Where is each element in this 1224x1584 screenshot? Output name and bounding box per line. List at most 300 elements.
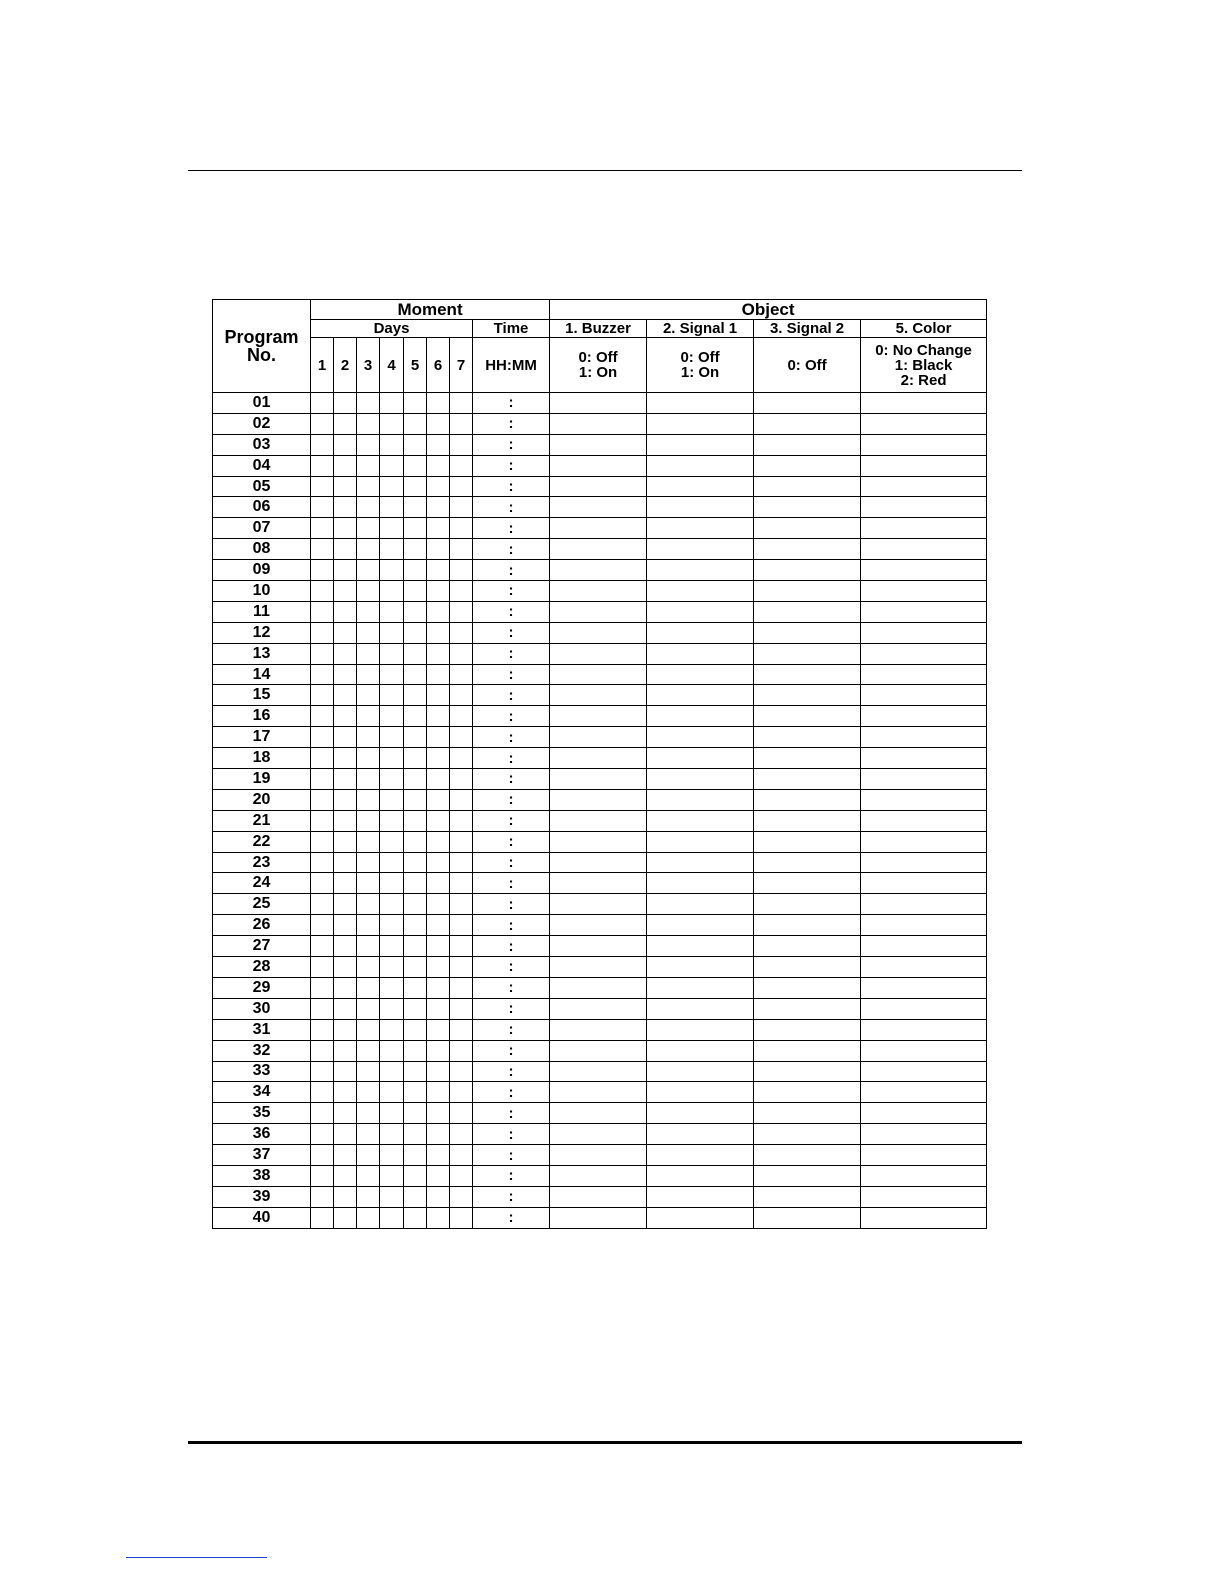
time-cell[interactable]: : — [473, 497, 550, 518]
day-cell[interactable] — [450, 706, 473, 727]
day-cell[interactable] — [450, 977, 473, 998]
day-cell[interactable] — [311, 581, 334, 602]
signal1-cell[interactable] — [647, 936, 754, 957]
time-cell[interactable]: : — [473, 1019, 550, 1040]
day-cell[interactable] — [334, 393, 357, 414]
day-cell[interactable] — [404, 915, 427, 936]
day-cell[interactable] — [404, 727, 427, 748]
day-cell[interactable] — [380, 915, 404, 936]
time-cell[interactable]: : — [473, 977, 550, 998]
day-cell[interactable] — [380, 539, 404, 560]
day-cell[interactable] — [380, 748, 404, 769]
day-cell[interactable] — [450, 957, 473, 978]
day-cell[interactable] — [427, 977, 450, 998]
signal2-cell[interactable] — [754, 1124, 861, 1145]
day-cell[interactable] — [404, 643, 427, 664]
day-cell[interactable] — [450, 894, 473, 915]
signal1-cell[interactable] — [647, 1103, 754, 1124]
time-cell[interactable]: : — [473, 769, 550, 790]
day-cell[interactable] — [380, 1186, 404, 1207]
day-cell[interactable] — [404, 1040, 427, 1061]
signal1-cell[interactable] — [647, 685, 754, 706]
day-cell[interactable] — [380, 769, 404, 790]
day-cell[interactable] — [380, 1040, 404, 1061]
day-cell[interactable] — [380, 977, 404, 998]
day-cell[interactable] — [450, 1165, 473, 1186]
time-cell[interactable]: : — [473, 1124, 550, 1145]
day-cell[interactable] — [380, 727, 404, 748]
day-cell[interactable] — [427, 560, 450, 581]
time-cell[interactable]: : — [473, 664, 550, 685]
signal1-cell[interactable] — [647, 957, 754, 978]
time-cell[interactable]: : — [473, 434, 550, 455]
day-cell[interactable] — [404, 497, 427, 518]
day-cell[interactable] — [311, 643, 334, 664]
day-cell[interactable] — [357, 748, 380, 769]
day-cell[interactable] — [311, 539, 334, 560]
day-cell[interactable] — [357, 789, 380, 810]
buzzer-cell[interactable] — [550, 643, 647, 664]
signal1-cell[interactable] — [647, 915, 754, 936]
day-cell[interactable] — [450, 560, 473, 581]
signal1-cell[interactable] — [647, 998, 754, 1019]
color-cell[interactable] — [861, 601, 987, 622]
time-cell[interactable]: : — [473, 873, 550, 894]
day-cell[interactable] — [450, 1186, 473, 1207]
buzzer-cell[interactable] — [550, 1082, 647, 1103]
day-cell[interactable] — [380, 1082, 404, 1103]
day-cell[interactable] — [334, 539, 357, 560]
signal1-cell[interactable] — [647, 664, 754, 685]
color-cell[interactable] — [861, 831, 987, 852]
day-cell[interactable] — [450, 810, 473, 831]
buzzer-cell[interactable] — [550, 393, 647, 414]
color-cell[interactable] — [861, 1145, 987, 1166]
signal2-cell[interactable] — [754, 664, 861, 685]
day-cell[interactable] — [357, 413, 380, 434]
time-cell[interactable]: : — [473, 957, 550, 978]
time-cell[interactable]: : — [473, 894, 550, 915]
color-cell[interactable] — [861, 894, 987, 915]
buzzer-cell[interactable] — [550, 748, 647, 769]
day-cell[interactable] — [450, 643, 473, 664]
buzzer-cell[interactable] — [550, 539, 647, 560]
buzzer-cell[interactable] — [550, 894, 647, 915]
day-cell[interactable] — [334, 476, 357, 497]
signal1-cell[interactable] — [647, 476, 754, 497]
signal2-cell[interactable] — [754, 1040, 861, 1061]
day-cell[interactable] — [427, 622, 450, 643]
signal2-cell[interactable] — [754, 1061, 861, 1082]
day-cell[interactable] — [380, 581, 404, 602]
day-cell[interactable] — [334, 957, 357, 978]
day-cell[interactable] — [311, 810, 334, 831]
day-cell[interactable] — [311, 852, 334, 873]
day-cell[interactable] — [427, 915, 450, 936]
time-cell[interactable]: : — [473, 1165, 550, 1186]
signal1-cell[interactable] — [647, 789, 754, 810]
day-cell[interactable] — [404, 539, 427, 560]
signal2-cell[interactable] — [754, 769, 861, 790]
signal2-cell[interactable] — [754, 581, 861, 602]
day-cell[interactable] — [427, 685, 450, 706]
day-cell[interactable] — [334, 936, 357, 957]
day-cell[interactable] — [380, 894, 404, 915]
buzzer-cell[interactable] — [550, 413, 647, 434]
day-cell[interactable] — [357, 727, 380, 748]
day-cell[interactable] — [404, 769, 427, 790]
signal2-cell[interactable] — [754, 476, 861, 497]
color-cell[interactable] — [861, 518, 987, 539]
signal2-cell[interactable] — [754, 1186, 861, 1207]
buzzer-cell[interactable] — [550, 518, 647, 539]
day-cell[interactable] — [427, 518, 450, 539]
day-cell[interactable] — [450, 1207, 473, 1228]
day-cell[interactable] — [334, 1145, 357, 1166]
color-cell[interactable] — [861, 915, 987, 936]
buzzer-cell[interactable] — [550, 1165, 647, 1186]
day-cell[interactable] — [334, 497, 357, 518]
day-cell[interactable] — [357, 1040, 380, 1061]
day-cell[interactable] — [357, 539, 380, 560]
day-cell[interactable] — [380, 664, 404, 685]
day-cell[interactable] — [427, 601, 450, 622]
day-cell[interactable] — [311, 685, 334, 706]
signal1-cell[interactable] — [647, 1082, 754, 1103]
day-cell[interactable] — [404, 601, 427, 622]
day-cell[interactable] — [357, 622, 380, 643]
signal2-cell[interactable] — [754, 789, 861, 810]
day-cell[interactable] — [380, 434, 404, 455]
signal2-cell[interactable] — [754, 873, 861, 894]
time-cell[interactable]: : — [473, 455, 550, 476]
day-cell[interactable] — [311, 497, 334, 518]
day-cell[interactable] — [380, 393, 404, 414]
day-cell[interactable] — [311, 476, 334, 497]
signal1-cell[interactable] — [647, 581, 754, 602]
day-cell[interactable] — [450, 936, 473, 957]
signal1-cell[interactable] — [647, 977, 754, 998]
day-cell[interactable] — [311, 727, 334, 748]
day-cell[interactable] — [450, 413, 473, 434]
buzzer-cell[interactable] — [550, 1061, 647, 1082]
time-cell[interactable]: : — [473, 393, 550, 414]
buzzer-cell[interactable] — [550, 810, 647, 831]
day-cell[interactable] — [311, 894, 334, 915]
day-cell[interactable] — [404, 1186, 427, 1207]
signal1-cell[interactable] — [647, 601, 754, 622]
day-cell[interactable] — [357, 455, 380, 476]
time-cell[interactable]: : — [473, 1082, 550, 1103]
day-cell[interactable] — [334, 915, 357, 936]
day-cell[interactable] — [404, 434, 427, 455]
day-cell[interactable] — [334, 643, 357, 664]
day-cell[interactable] — [334, 873, 357, 894]
day-cell[interactable] — [357, 476, 380, 497]
buzzer-cell[interactable] — [550, 1040, 647, 1061]
day-cell[interactable] — [380, 455, 404, 476]
day-cell[interactable] — [404, 518, 427, 539]
day-cell[interactable] — [450, 789, 473, 810]
day-cell[interactable] — [404, 476, 427, 497]
color-cell[interactable] — [861, 1019, 987, 1040]
day-cell[interactable] — [334, 1165, 357, 1186]
buzzer-cell[interactable] — [550, 1186, 647, 1207]
day-cell[interactable] — [427, 957, 450, 978]
day-cell[interactable] — [427, 497, 450, 518]
signal2-cell[interactable] — [754, 1165, 861, 1186]
day-cell[interactable] — [334, 977, 357, 998]
day-cell[interactable] — [404, 1124, 427, 1145]
color-cell[interactable] — [861, 977, 987, 998]
day-cell[interactable] — [380, 518, 404, 539]
day-cell[interactable] — [450, 434, 473, 455]
signal2-cell[interactable] — [754, 601, 861, 622]
day-cell[interactable] — [450, 518, 473, 539]
day-cell[interactable] — [357, 560, 380, 581]
color-cell[interactable] — [861, 393, 987, 414]
signal2-cell[interactable] — [754, 393, 861, 414]
signal2-cell[interactable] — [754, 560, 861, 581]
day-cell[interactable] — [380, 1019, 404, 1040]
day-cell[interactable] — [334, 998, 357, 1019]
signal1-cell[interactable] — [647, 1207, 754, 1228]
day-cell[interactable] — [427, 998, 450, 1019]
day-cell[interactable] — [357, 1165, 380, 1186]
day-cell[interactable] — [427, 1061, 450, 1082]
time-cell[interactable]: : — [473, 539, 550, 560]
day-cell[interactable] — [334, 560, 357, 581]
day-cell[interactable] — [357, 769, 380, 790]
day-cell[interactable] — [357, 1103, 380, 1124]
day-cell[interactable] — [311, 1040, 334, 1061]
signal1-cell[interactable] — [647, 497, 754, 518]
day-cell[interactable] — [311, 915, 334, 936]
day-cell[interactable] — [427, 1082, 450, 1103]
signal2-cell[interactable] — [754, 1145, 861, 1166]
time-cell[interactable]: : — [473, 852, 550, 873]
day-cell[interactable] — [311, 831, 334, 852]
day-cell[interactable] — [311, 1207, 334, 1228]
buzzer-cell[interactable] — [550, 1124, 647, 1145]
time-cell[interactable]: : — [473, 789, 550, 810]
signal2-cell[interactable] — [754, 685, 861, 706]
signal1-cell[interactable] — [647, 622, 754, 643]
day-cell[interactable] — [427, 831, 450, 852]
color-cell[interactable] — [861, 1082, 987, 1103]
day-cell[interactable] — [427, 748, 450, 769]
color-cell[interactable] — [861, 998, 987, 1019]
signal2-cell[interactable] — [754, 1207, 861, 1228]
time-cell[interactable]: : — [473, 643, 550, 664]
day-cell[interactable] — [427, 643, 450, 664]
day-cell[interactable] — [450, 685, 473, 706]
day-cell[interactable] — [450, 1019, 473, 1040]
color-cell[interactable] — [861, 936, 987, 957]
day-cell[interactable] — [427, 1103, 450, 1124]
day-cell[interactable] — [311, 998, 334, 1019]
signal2-cell[interactable] — [754, 706, 861, 727]
day-cell[interactable] — [380, 476, 404, 497]
signal2-cell[interactable] — [754, 622, 861, 643]
day-cell[interactable] — [380, 622, 404, 643]
signal2-cell[interactable] — [754, 810, 861, 831]
day-cell[interactable] — [357, 915, 380, 936]
day-cell[interactable] — [357, 434, 380, 455]
day-cell[interactable] — [357, 643, 380, 664]
day-cell[interactable] — [357, 936, 380, 957]
color-cell[interactable] — [861, 413, 987, 434]
day-cell[interactable] — [404, 852, 427, 873]
day-cell[interactable] — [334, 1061, 357, 1082]
time-cell[interactable]: : — [473, 1145, 550, 1166]
day-cell[interactable] — [404, 831, 427, 852]
signal2-cell[interactable] — [754, 1103, 861, 1124]
day-cell[interactable] — [357, 873, 380, 894]
time-cell[interactable]: : — [473, 915, 550, 936]
day-cell[interactable] — [450, 622, 473, 643]
color-cell[interactable] — [861, 810, 987, 831]
day-cell[interactable] — [334, 810, 357, 831]
signal1-cell[interactable] — [647, 539, 754, 560]
signal1-cell[interactable] — [647, 560, 754, 581]
day-cell[interactable] — [334, 413, 357, 434]
day-cell[interactable] — [380, 685, 404, 706]
color-cell[interactable] — [861, 1061, 987, 1082]
day-cell[interactable] — [450, 1103, 473, 1124]
day-cell[interactable] — [311, 455, 334, 476]
color-cell[interactable] — [861, 1165, 987, 1186]
day-cell[interactable] — [334, 727, 357, 748]
day-cell[interactable] — [427, 852, 450, 873]
day-cell[interactable] — [427, 476, 450, 497]
day-cell[interactable] — [380, 1145, 404, 1166]
day-cell[interactable] — [380, 497, 404, 518]
buzzer-cell[interactable] — [550, 998, 647, 1019]
buzzer-cell[interactable] — [550, 455, 647, 476]
color-cell[interactable] — [861, 873, 987, 894]
day-cell[interactable] — [404, 789, 427, 810]
day-cell[interactable] — [334, 622, 357, 643]
day-cell[interactable] — [311, 1082, 334, 1103]
day-cell[interactable] — [311, 977, 334, 998]
signal1-cell[interactable] — [647, 873, 754, 894]
day-cell[interactable] — [334, 894, 357, 915]
day-cell[interactable] — [404, 1061, 427, 1082]
day-cell[interactable] — [334, 518, 357, 539]
buzzer-cell[interactable] — [550, 685, 647, 706]
day-cell[interactable] — [404, 581, 427, 602]
time-cell[interactable]: : — [473, 518, 550, 539]
day-cell[interactable] — [357, 581, 380, 602]
time-cell[interactable]: : — [473, 685, 550, 706]
time-cell[interactable]: : — [473, 936, 550, 957]
day-cell[interactable] — [357, 852, 380, 873]
signal1-cell[interactable] — [647, 831, 754, 852]
day-cell[interactable] — [380, 936, 404, 957]
time-cell[interactable]: : — [473, 1103, 550, 1124]
day-cell[interactable] — [380, 1207, 404, 1228]
day-cell[interactable] — [427, 1040, 450, 1061]
day-cell[interactable] — [380, 706, 404, 727]
day-cell[interactable] — [404, 936, 427, 957]
day-cell[interactable] — [427, 789, 450, 810]
day-cell[interactable] — [404, 706, 427, 727]
buzzer-cell[interactable] — [550, 1103, 647, 1124]
day-cell[interactable] — [450, 852, 473, 873]
day-cell[interactable] — [404, 455, 427, 476]
color-cell[interactable] — [861, 497, 987, 518]
signal1-cell[interactable] — [647, 727, 754, 748]
day-cell[interactable] — [334, 1019, 357, 1040]
signal1-cell[interactable] — [647, 748, 754, 769]
day-cell[interactable] — [357, 518, 380, 539]
day-cell[interactable] — [334, 831, 357, 852]
day-cell[interactable] — [311, 1019, 334, 1040]
day-cell[interactable] — [380, 1124, 404, 1145]
day-cell[interactable] — [357, 1145, 380, 1166]
day-cell[interactable] — [427, 664, 450, 685]
day-cell[interactable] — [404, 957, 427, 978]
day-cell[interactable] — [311, 518, 334, 539]
day-cell[interactable] — [380, 1165, 404, 1186]
signal2-cell[interactable] — [754, 748, 861, 769]
signal1-cell[interactable] — [647, 1186, 754, 1207]
signal2-cell[interactable] — [754, 727, 861, 748]
signal2-cell[interactable] — [754, 518, 861, 539]
day-cell[interactable] — [311, 1061, 334, 1082]
signal1-cell[interactable] — [647, 894, 754, 915]
signal1-cell[interactable] — [647, 810, 754, 831]
time-cell[interactable]: : — [473, 727, 550, 748]
day-cell[interactable] — [311, 789, 334, 810]
day-cell[interactable] — [404, 560, 427, 581]
day-cell[interactable] — [380, 831, 404, 852]
time-cell[interactable]: : — [473, 581, 550, 602]
buzzer-cell[interactable] — [550, 560, 647, 581]
buzzer-cell[interactable] — [550, 873, 647, 894]
signal1-cell[interactable] — [647, 1145, 754, 1166]
buzzer-cell[interactable] — [550, 957, 647, 978]
day-cell[interactable] — [334, 769, 357, 790]
color-cell[interactable] — [861, 1186, 987, 1207]
day-cell[interactable] — [450, 539, 473, 560]
color-cell[interactable] — [861, 769, 987, 790]
day-cell[interactable] — [450, 769, 473, 790]
color-cell[interactable] — [861, 1103, 987, 1124]
buzzer-cell[interactable] — [550, 476, 647, 497]
time-cell[interactable]: : — [473, 748, 550, 769]
day-cell[interactable] — [450, 1145, 473, 1166]
day-cell[interactable] — [450, 664, 473, 685]
signal2-cell[interactable] — [754, 1019, 861, 1040]
day-cell[interactable] — [357, 1061, 380, 1082]
day-cell[interactable] — [380, 998, 404, 1019]
signal2-cell[interactable] — [754, 413, 861, 434]
day-cell[interactable] — [334, 455, 357, 476]
day-cell[interactable] — [334, 685, 357, 706]
color-cell[interactable] — [861, 748, 987, 769]
color-cell[interactable] — [861, 476, 987, 497]
buzzer-cell[interactable] — [550, 769, 647, 790]
day-cell[interactable] — [427, 706, 450, 727]
day-cell[interactable] — [404, 622, 427, 643]
day-cell[interactable] — [427, 1207, 450, 1228]
buzzer-cell[interactable] — [550, 831, 647, 852]
time-cell[interactable]: : — [473, 622, 550, 643]
signal2-cell[interactable] — [754, 1082, 861, 1103]
day-cell[interactable] — [450, 1124, 473, 1145]
